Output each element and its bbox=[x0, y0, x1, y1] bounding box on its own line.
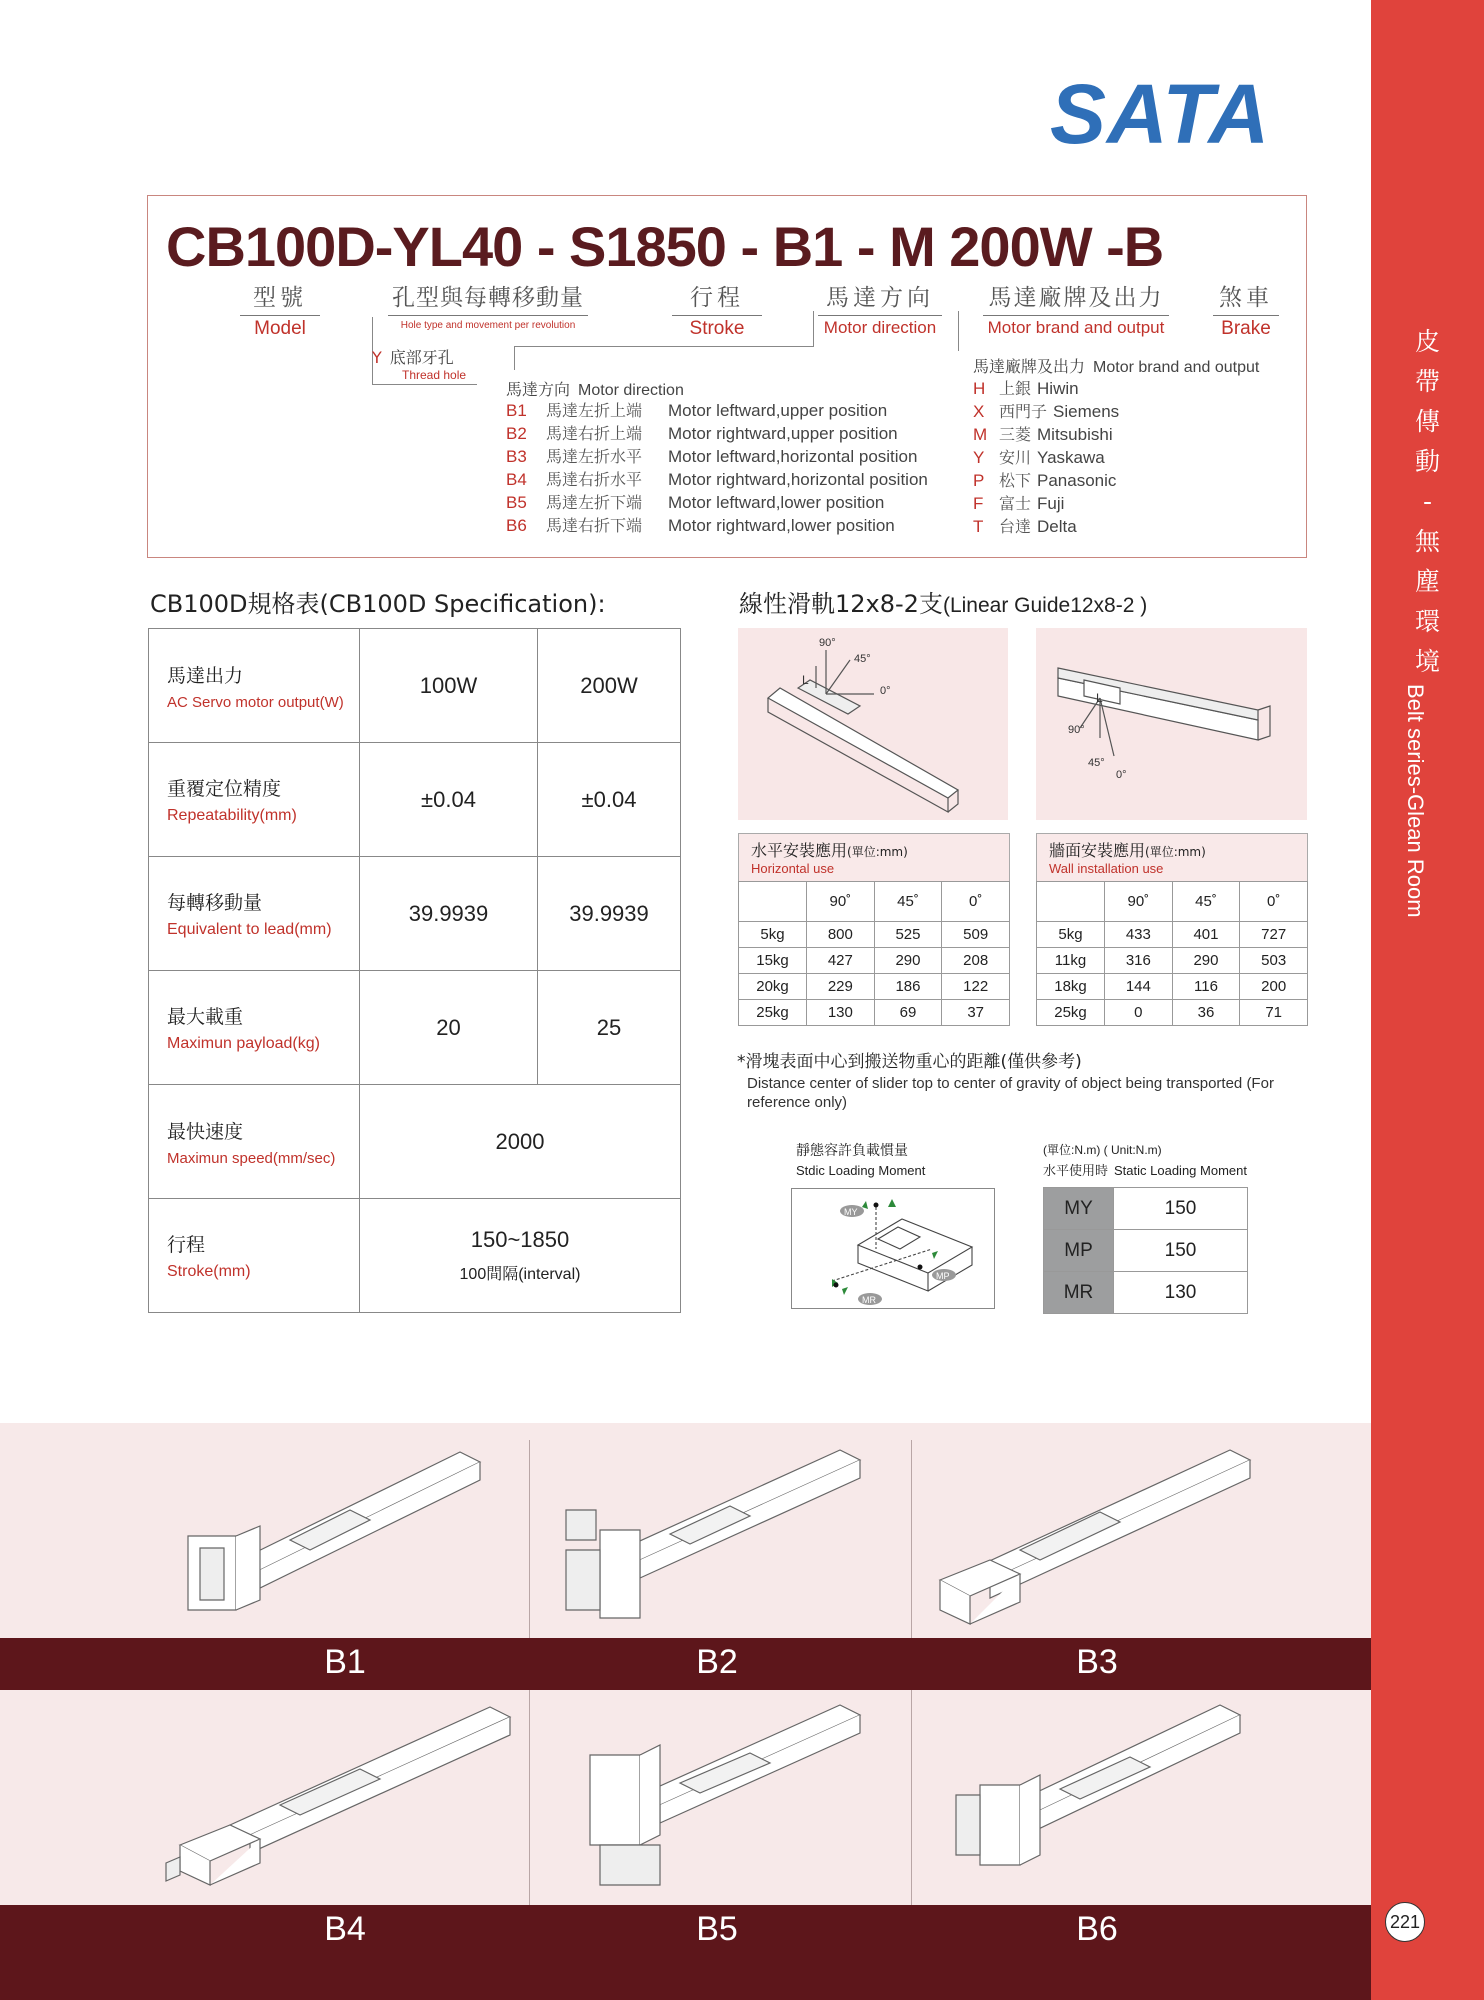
svg-text:MP: MP bbox=[936, 1271, 950, 1281]
svg-text:45°: 45° bbox=[854, 653, 871, 665]
gallery-divider bbox=[911, 1440, 912, 1638]
side-band bbox=[1371, 0, 1484, 2000]
svg-text:MR: MR bbox=[862, 1295, 876, 1305]
table-row: 11kg 316 290 503 bbox=[1037, 948, 1308, 974]
list-item: X 西門子 Siemens bbox=[973, 402, 1120, 421]
wall-use-table bbox=[1036, 881, 1308, 1026]
list-item: H 上銀 Hiwin bbox=[973, 379, 1079, 398]
gallery-label-b4: B4 bbox=[324, 1910, 366, 1948]
motor-direction-title: 馬達方向 Motor direction bbox=[506, 380, 684, 399]
horizontal-use-table bbox=[738, 881, 1010, 1026]
static-moment-diagram bbox=[791, 1188, 995, 1309]
list-item: B2 馬達右折上端 Motor rightward,upper position bbox=[506, 424, 898, 443]
table-row: 最快速度 Maximun speed(mm/sec) 2000 bbox=[149, 1085, 681, 1199]
table-row: 5kg 800 525 509 bbox=[739, 922, 1010, 948]
horizontal-mount-illustration bbox=[738, 628, 1008, 820]
static-moment-unit: (單位:N.m) ( Unit:N.m) bbox=[1043, 1143, 1162, 1157]
table-row: 15kg 427 290 208 bbox=[739, 948, 1010, 974]
table-row: 25kg 130 69 37 bbox=[739, 1000, 1010, 1026]
horizontal-use-header: 水平安裝應用(單位:mm) Horizontal use bbox=[738, 833, 1010, 881]
table-row: 5kg 433 401 727 bbox=[1037, 922, 1308, 948]
label-brake: 煞車 Brake bbox=[1213, 279, 1279, 340]
spec-title: CB100D規格表(CB100D Specification): bbox=[150, 590, 606, 618]
svg-text:0°: 0° bbox=[1116, 769, 1127, 781]
label-model: 型號 Model bbox=[240, 279, 320, 340]
table-row: MY 150 bbox=[1044, 1188, 1248, 1230]
table-row: 重覆定位精度 Repeatability(mm) ±0.04 ±0.04 bbox=[149, 743, 681, 857]
list-item: T 台達 Delta bbox=[973, 517, 1077, 536]
gallery-label-b2: B2 bbox=[696, 1643, 738, 1681]
actuator-b6-image bbox=[950, 1695, 1260, 1895]
list-item: Y 安川 Yaskawa bbox=[973, 448, 1105, 467]
list-item: M 三菱 Mitsubishi bbox=[973, 425, 1113, 444]
list-item: P 松下 Panasonic bbox=[973, 471, 1117, 490]
gallery-label-b1: B1 bbox=[324, 1643, 366, 1681]
table-row: 行程 Stroke(mm) 150~1850 100間隔(interval) bbox=[149, 1199, 681, 1313]
static-moment-title: 靜態容許負載慣量 Stdic Loading Moment bbox=[796, 1143, 926, 1178]
gallery-label-b5: B5 bbox=[696, 1910, 738, 1948]
model-code: CB100D-YL40 - S1850 - B1 - M 200W -B bbox=[166, 215, 1164, 278]
actuator-b5-image bbox=[580, 1695, 880, 1895]
actuator-b4-image bbox=[160, 1695, 520, 1895]
static-moment-subtitle: 水平使用時 Static Loading Moment bbox=[1043, 1163, 1247, 1179]
thread-hole-note: Y 底部牙孔 Thread hole bbox=[372, 348, 467, 382]
svg-text:90°: 90° bbox=[1068, 724, 1085, 736]
reference-note: *滑塊表面中心到搬送物重心的距離(僅供參考) Distance center of slider top to center of gravity of object being transported (For reference only) bbox=[737, 1052, 1274, 1111]
svg-text:L: L bbox=[802, 673, 809, 687]
table-row: 馬達出力 AC Servo motor output(W) 100W 200W bbox=[149, 629, 681, 743]
list-item: B4 馬達右折水平 Motor rightward,horizontal position bbox=[506, 470, 928, 489]
label-motor-direction: 馬達方向 Motor direction bbox=[818, 279, 942, 338]
motor-brand-list bbox=[973, 377, 1119, 538]
gallery-divider bbox=[911, 1690, 912, 1905]
list-item: F 富士 Fuji bbox=[973, 494, 1065, 513]
label-hole-type: 孔型與每轉移動量 Hole type and movement per revolution bbox=[388, 279, 588, 331]
brand-logo: SATA bbox=[1050, 67, 1271, 161]
actuator-b3-image bbox=[930, 1440, 1270, 1630]
list-item: B6 馬達右折下端 Motor rightward,lower position bbox=[506, 516, 895, 535]
table-row: 18kg 144 116 200 bbox=[1037, 974, 1308, 1000]
svg-text:0°: 0° bbox=[880, 685, 891, 697]
svg-text:MY: MY bbox=[844, 1207, 858, 1217]
gallery-divider bbox=[529, 1690, 530, 1905]
list-item: B3 馬達左折水平 Motor leftward,horizontal position bbox=[506, 447, 918, 466]
static-moment-table bbox=[1043, 1187, 1248, 1314]
label-stroke: 行程 Stroke bbox=[672, 279, 762, 340]
side-category-en: Belt series-Glean Room bbox=[1403, 684, 1428, 918]
svg-text:45°: 45° bbox=[1088, 757, 1105, 769]
wall-use-header: 牆面安裝應用(單位:mm) Wall installation use bbox=[1036, 833, 1308, 881]
gallery-label-b3: B3 bbox=[1076, 1643, 1118, 1681]
list-item: B5 馬達左折下端 Motor leftward,lower position bbox=[506, 493, 885, 512]
side-category-cn: 皮 帶 傳 動 - 無 塵 環 境 bbox=[1414, 327, 1440, 676]
gallery-divider bbox=[529, 1440, 530, 1638]
bracket-line bbox=[958, 311, 959, 351]
table-row: MR 130 bbox=[1044, 1272, 1248, 1314]
page-number: 221 bbox=[1385, 1902, 1425, 1942]
table-row: 最大載重 Maximun payload(kg) 20 25 bbox=[149, 971, 681, 1085]
spec-table bbox=[148, 628, 681, 1313]
table-row: 90˚ 45˚ 0˚ bbox=[1037, 882, 1308, 922]
table-row: MP 150 bbox=[1044, 1230, 1248, 1272]
gallery-label-b6: B6 bbox=[1076, 1910, 1118, 1948]
motor-direction-list bbox=[506, 399, 928, 537]
bracket-line bbox=[514, 346, 814, 370]
motor-brand-title: 馬達廠牌及出力 Motor brand and output bbox=[973, 357, 1260, 376]
table-row: 25kg 0 36 71 bbox=[1037, 1000, 1308, 1026]
actuator-b2-image bbox=[560, 1440, 880, 1630]
table-row: 每轉移動量 Equivalent to lead(mm) 39.9939 39.9939 bbox=[149, 857, 681, 971]
bracket-line bbox=[813, 311, 814, 346]
bracket-line bbox=[372, 384, 477, 385]
svg-text:90°: 90° bbox=[819, 637, 836, 649]
table-row: 20kg 229 186 122 bbox=[739, 974, 1010, 1000]
actuator-b1-image bbox=[180, 1440, 500, 1630]
table-row: 90˚ 45˚ 0˚ bbox=[739, 882, 1010, 922]
list-item: B1 馬達左折上端 Motor leftward,upper position bbox=[506, 401, 888, 420]
linear-guide-title: 線性滑軌12x8-2支(Linear Guide12x8-2 ) bbox=[739, 590, 1148, 618]
wall-mount-illustration bbox=[1036, 628, 1307, 820]
label-motor-brand: 馬達廠牌及出力 Motor brand and output bbox=[983, 279, 1169, 338]
svg-text:L: L bbox=[1096, 691, 1103, 705]
